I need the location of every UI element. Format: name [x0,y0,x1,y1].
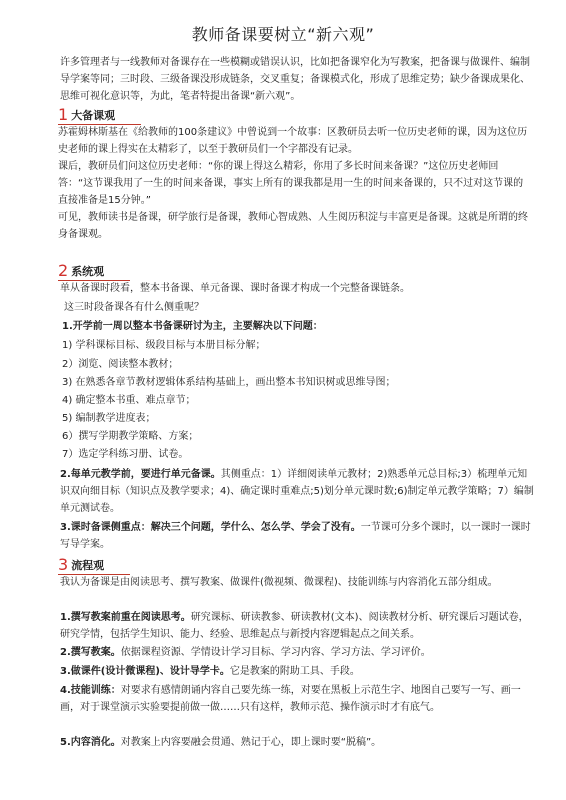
section-2-lesson-bold: 3.课时备课侧重点：解决三个问题，学什么、怎么学、学会了没有。 [60,522,361,533]
section-2-paragraph-lesson [60,519,534,553]
section-heading-1 [58,104,141,125]
section-1-paragraph-3: 可见，教师读书是备课，研学旅行是备课，教师心智成熟、人生阅历积淀与丰富更是备课。这就是所谓的终身备课观。 [58,212,528,241]
section-number-3: 3 [58,555,69,574]
section-3-item-1-bold: 1.撰写教案前重在阅读思考。 [60,612,191,623]
section-title-3: 流程观 [71,559,105,572]
section-3-item-5 [60,734,534,751]
section-3-item-5-text: 对教案上内容要融会贯通、熟记于心，即上课时要“脱稿”。 [120,737,382,748]
section-3-paragraph-1: 我认为备课是由阅读思考、撰写教案、做课件(微视频、微课程)、技能训练与内容消化五部分组成。 [60,577,498,588]
page-title: 教师备课要树立“新六观” [191,25,375,44]
section-3-item-4-text: 对要求有感情朗诵内容自己要先练一练，对要在黑板上示范生字、地图自己要写一写、画一画，对于课堂演示实验要提前做一做……只有这样，教师示范、操作演示时才有底气。 [60,685,521,714]
section-3-item-3 [60,663,534,680]
section-2-paragraph-2: 这三时段备课各有什么侧重呢？ [64,302,204,313]
section-2-paragraph-1: 单从备课时段看，整本书备课、单元备课、课时备课才构成一个完整备课链条。 [60,283,410,294]
section-2-list-item-6: 6）撰写学期教学策略、方案； [62,431,199,442]
section-heading-2 [58,260,130,281]
section-2-list-item-2: 2）浏览、阅读整本教材； [62,359,179,370]
section-2-lesson-text: 一节课可分多个课时，以一课时一课时写导学案。 [60,522,531,551]
section-2-unit-text: 其侧重点：1）详细阅读单元教材；2)熟悉单元总目标;3）梳理单元知识双向细目标（知识点及教学要求；4)、确定课时重难点;5)划分单元课时数;6)制定单元教学策略；7）编制单元测试卷。 [60,469,534,515]
section-3-item-3-bold: 3.做课件(设计微课程)、设计导学卡。 [60,666,230,677]
section-1-paragraph-2: 课后，教研员们问这位历史老师：“你的课上得这么精彩，你用了多长时间来备课？”这位历史老师回答：“这节课我用了一生的时间来备课，事实上所有的课我都是用一生的时间来备课的，只不过对这节课的直接准备是15分钟。” [58,161,524,207]
section-2-list-item-1: 1) 学科课标目标、级段目标与本册目标分解； [62,340,266,351]
section-3-item-4 [60,682,534,716]
section-2-subheading-1: 1.开学前一周以整本书备课研讨为主，主要解决以下问题： [62,321,323,332]
section-2-list-item-5: 5) 编制教学进度表； [62,413,156,424]
intro-paragraph: 许多管理者与一线教师对备课存在一些模糊或错误认识，比如把备课窄化为写教案，把备课与做课件、编制导学案等同；三时段、三级备课没形成链条，交叉重复；备课模式化，形成了思维定势；缺少备课成果化、思维可视化意识等，为此，笔者特提出备课“新六观”。 [60,57,530,103]
section-2-list-item-4: 4) 确定整本书重、难点章节； [62,395,196,406]
section-1-paragraph-1: 苏霍姆林斯基在《给教师的100条建议》中曾说到一个故事：区教研员去听一位历史老师的课，因为这位历史老师的课上得实在太精彩了，以至于教研员们一个字都没有记录。 [58,127,528,156]
section-3-item-2-text: 依据课程资源、学情设计学习目标、学习内容、学习方法、学习评价。 [120,647,431,658]
section-3-item-1 [60,609,534,643]
section-title-2: 系统观 [71,265,105,278]
section-2-list-item-7: 7）选定学科练习册、试卷。 [62,449,189,460]
section-3-item-3-text: 它是教案的附助工具、手段。 [229,666,360,677]
section-heading-3 [58,554,130,575]
section-title-1: 大备课观 [71,109,116,122]
section-3-item-5-bold: 5.内容消化。 [60,737,121,748]
section-3-item-2-bold: 2.撰写教案。 [60,647,121,658]
section-3-item-2 [60,644,534,661]
section-number-2: 2 [58,261,69,280]
section-number-1: 1 [58,105,69,124]
section-3-item-1-text: 研究课标、研读教参、研读教材(文本)、阅读教材分析、研究课后习题试卷，研究学情，包括学生知识、能力、经验、思维起点与新授内容逻辑起点之间关系。 [60,612,529,641]
section-2-list-item-3: 3) 在熟悉各章节教材逻辑体系结构基础上，画出整本书知识树或思维导图； [62,377,396,388]
section-2-paragraph-unit [60,466,534,518]
section-3-item-4-bold: 4.技能训练： [60,685,121,696]
section-2-unit-bold: 2.每单元教学前，要进行单元备课。 [60,469,221,480]
